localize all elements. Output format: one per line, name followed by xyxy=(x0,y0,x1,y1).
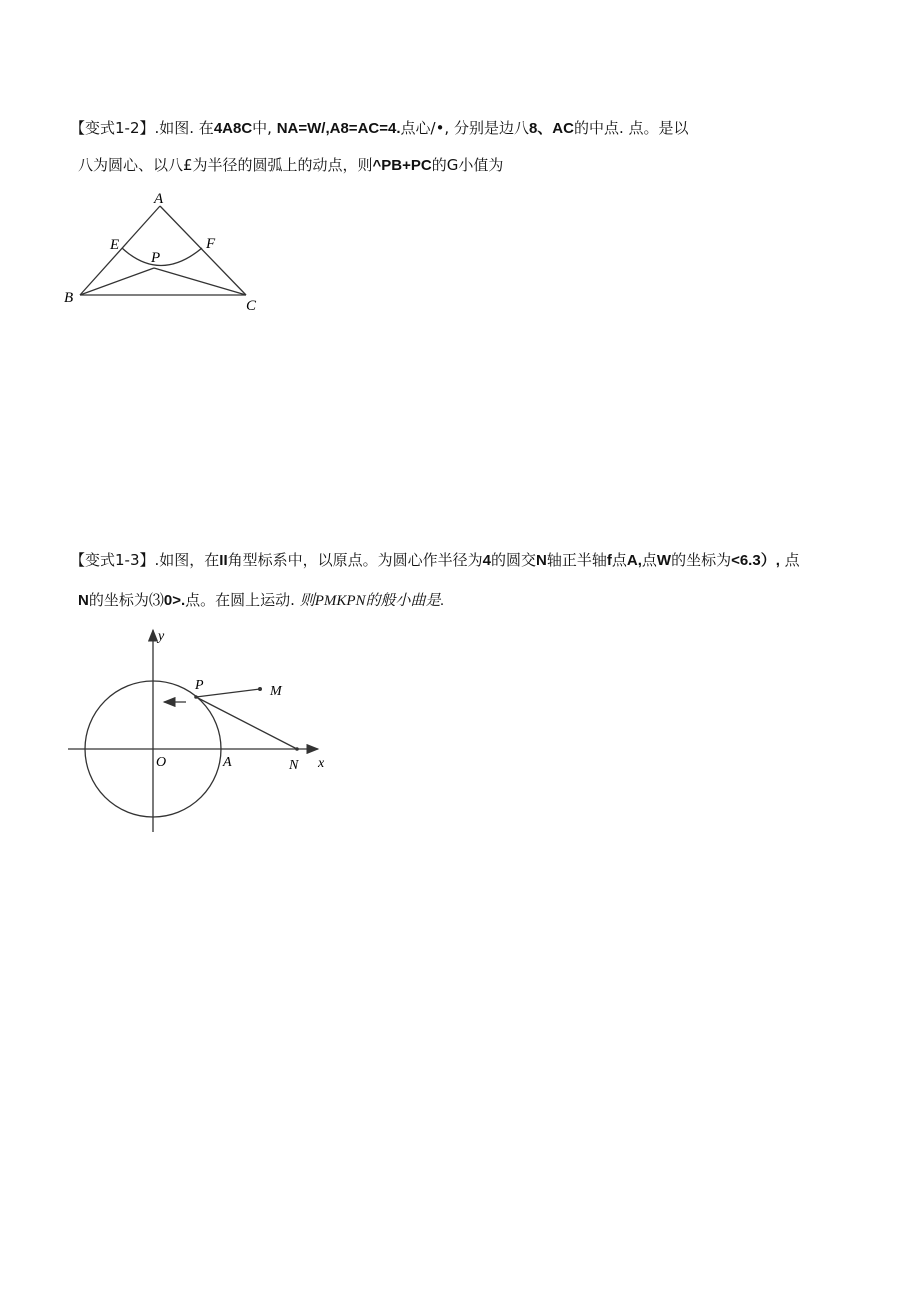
problem2-line2 xyxy=(78,590,444,611)
segment-PB xyxy=(80,268,154,295)
label-y: y xyxy=(158,629,165,644)
text-run: .如图. 在 xyxy=(154,119,214,137)
text-run: N xyxy=(536,552,547,569)
text-run: 的中点. 点。是以 xyxy=(573,119,689,137)
label-M: M xyxy=(270,684,282,699)
text-run: 4A8C xyxy=(213,120,253,137)
text-run: 点心/•, 分别是边八 xyxy=(400,119,529,137)
text-run: 点 xyxy=(611,551,627,569)
text-run: 的坐标为⑶ xyxy=(88,591,164,609)
label-C: C xyxy=(246,298,257,314)
problem1-line1 xyxy=(70,118,689,139)
problem1-tag: 【变式1-2】 xyxy=(70,119,155,137)
segment-PM xyxy=(196,689,260,697)
arc-EF xyxy=(122,248,202,266)
text-run: N xyxy=(78,592,89,609)
label-A: A xyxy=(154,191,164,207)
text-run: II xyxy=(219,552,228,569)
label-N: N xyxy=(289,758,299,773)
label-P: P xyxy=(151,250,161,266)
text-run: 0>. xyxy=(163,592,186,609)
side-AC xyxy=(160,206,246,295)
text-run: A, xyxy=(626,552,642,569)
triangle-figure xyxy=(60,188,270,316)
text-run: <6.3）, xyxy=(731,552,780,569)
problem2-line1 xyxy=(70,550,800,571)
text-run: 4 xyxy=(482,552,491,569)
label-A: A xyxy=(223,755,232,770)
text-run: 的坐标为 xyxy=(671,551,732,569)
label-P: P xyxy=(195,678,204,693)
text-run: 八为圆心、以八£为半径的圆弧上的动点，则 xyxy=(78,156,373,174)
text-run: 的G小值为 xyxy=(431,156,504,174)
point-N xyxy=(295,747,299,751)
side-AB xyxy=(80,206,160,295)
text-run: 轴正半轴 xyxy=(546,551,607,569)
text-run: 的圆交 xyxy=(490,551,536,569)
problem2-tag: 【变式1-3】 xyxy=(70,551,155,569)
problem1-line2 xyxy=(78,155,503,176)
text-run: 点 xyxy=(641,551,657,569)
text-run: ^PB+PC xyxy=(372,157,432,174)
label-B: B xyxy=(64,290,74,306)
segment-PN xyxy=(196,697,297,749)
point-P xyxy=(194,695,198,699)
text-run: NA=W/,A8=AC=4. xyxy=(276,120,401,137)
text-run: W xyxy=(656,552,672,569)
label-E: E xyxy=(110,237,120,253)
text-run: 则PMKPN的般小曲是. xyxy=(299,593,445,609)
text-run: 中, xyxy=(252,119,277,137)
text-run: .如图，在 xyxy=(154,551,220,569)
circle-figure xyxy=(60,622,340,837)
text-run: f xyxy=(606,552,612,569)
label-x: x xyxy=(318,756,325,771)
point-M xyxy=(258,687,262,691)
label-O: O xyxy=(156,755,167,770)
text-run: 角型标系中，以原点。为圆心作半径为 xyxy=(227,551,483,569)
text-run: 点。在圆上运动. xyxy=(185,591,300,609)
text-run: 8、AC xyxy=(528,120,574,137)
text-run: 点 xyxy=(779,551,800,569)
label-F: F xyxy=(206,236,216,252)
